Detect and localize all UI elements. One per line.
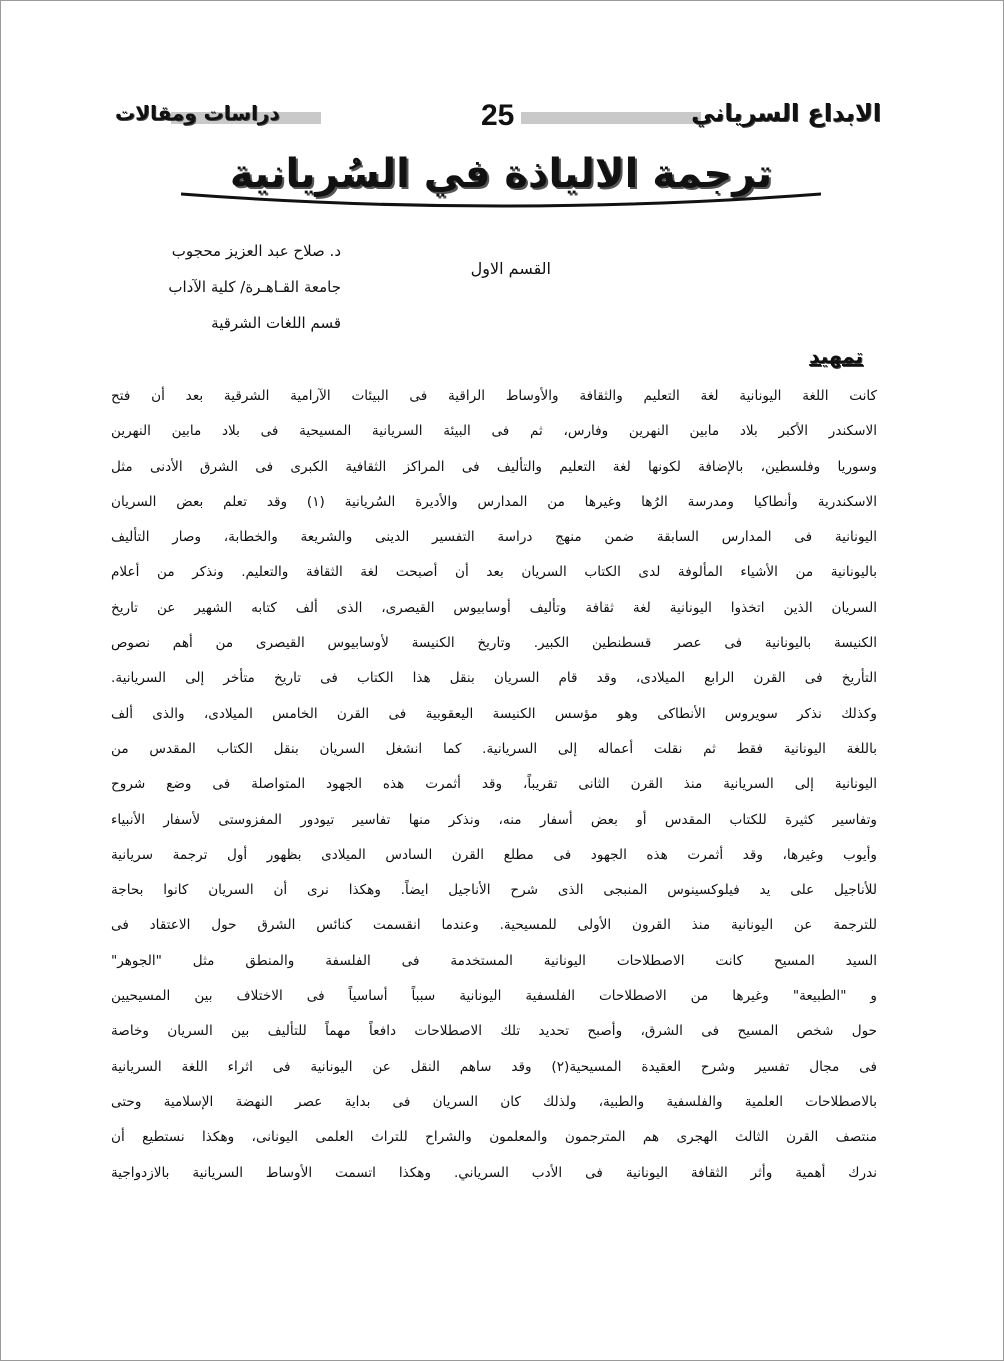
body-line: للأناجيل على يد فيلوكسينوس المنبجى الذى شرح الأناجيل ايضاً. وهكذا نرى أن السريان كانوا بحاجة [111, 882, 877, 899]
body-line: وكذلك نذكر سويروس الأنطاكى وهو مؤسس الكنيسة اليعقوبية فى القرن الخامس الميلادى، والذى ألف [111, 705, 877, 722]
body-line: بالاصطلاحات العلمية والفلسفية والطبية، ولذلك كان السريان فى بداية عصر النهضة الإسلامية وحتى [111, 1093, 877, 1110]
body-line: باللغة اليونانية فقط ثم نقلت أعماله إلى السريانية. كما انشغل السريان بنقل الكتاب المقدس من [111, 740, 877, 757]
part-label: القسم الاول [470, 259, 551, 278]
section-name: دراسات ومقالات [115, 101, 280, 125]
body-line: التأريخ فى القرن الرابع الميلادى، وقد قام السريان بنقل هذا الكتاب فى تاريخ متأخر إلى السريانية. [111, 670, 877, 687]
magazine-name: الابداع السرياني [691, 99, 881, 127]
page-header [111, 97, 881, 137]
body-line: الاسكندر الأكبر بلاد مابين النهرين وفارس، ثم فى البيئة السريانية المسيحية فى بلاد مابين النهرين [111, 423, 877, 440]
intro-heading: تمهيد [809, 344, 863, 368]
body-line: الكنيسة باليونانية فى عصر قسطنطين الكبير. وتاريخ الكنيسة لأوسابيوس القيصرى من أهم نصوص [111, 635, 877, 652]
body-line: اليونانية إلى السريانية منذ القرن الثانى تقريباً، وقد أثمرت هذه الجهود المتواصلة فى وضع شروح [111, 776, 877, 793]
author-affiliation: جامعة القـاهـرة/ كلية الآداب [168, 278, 341, 296]
article-title: ترجمة الالياذة في السُريانية [229, 151, 773, 197]
author-block [168, 233, 341, 341]
body-line: منتصف القرن الثالث الهجرى هم المترجمون والمعلمون والشراح للتراث العلمى اليونانى، وهكذا نستطيع أن [111, 1129, 877, 1146]
body-line: السيد المسيح كانت الاصطلاحات اليونانية المستخدمة فى الفلسفة والمنطق مثل "الجوهر" [111, 952, 877, 969]
article-body [111, 379, 877, 1191]
body-line: للترجمة عن اليونانية منذ القرون الأولى للمسيحية. وعندما انقسمت كنائس الشرق حول الاعتقاد فى [111, 917, 877, 934]
body-line: حول شخص المسيح فى الشرق، وأصبح تحديد تلك الاصطلاحات دافعاً مهماً للتأليف بين السريان وخاصة [111, 1023, 877, 1040]
body-line: فى مجال تفسير وشرح العقيدة المسيحية(٢) وقد ساهم النقل عن اليونانية فى اثراء اللغة السريانية [111, 1058, 877, 1075]
body-line: وتفاسير كثيرة للكتاب المقدس أو بعض أسفار منه، ونذكر منها تفاسير تيودور المفزوستى لأسفار الأنبياء [111, 811, 877, 828]
body-line: باليونانية من الأشياء المألوفة لدى الكتاب السريان بعد أن أصبحت لغة الثقافة والتعليم. ونذكر من أعلام [111, 564, 877, 581]
body-line: وأيوب وغيرها، وقد أثمرت هذه الجهود فى مطلع القرن السادس الميلادى بظهور أول ترجمة سريانية [111, 846, 877, 863]
author-department: قسم اللغات الشرقية [211, 314, 341, 332]
author-name: د. صلاح عبد العزيز محجوب [171, 242, 341, 260]
body-line: وسوريا وفلسطين، بالإضافة لكونها لغة التعليم والتأليف فى المراكز الثقافية الكبرى فى الشرق الأدنى مثل [111, 458, 877, 475]
header-rule-right [521, 112, 701, 124]
body-line: ندرك أهمية وأثر الثقافة اليونانية فى الأدب السرياني. وهكذا اتسمت الأوساط السريانية بالازدواجية [111, 1164, 877, 1181]
body-line: السريان الذين اتخذوا اليونانية لغة ثقافة وتأليف أوسابيوس القيصرى، الذى ألف كتابه الشهير عن تاريخ [111, 599, 877, 616]
body-line: الاسكندرية وأنطاكيا ومدرسة الرُها وغيرها من المدارس والأديرة السُريانية (١) وقد تعلم بعض السريان [111, 493, 877, 510]
body-line: كانت اللغة اليونانية لغة التعليم والثقافة والأوساط الراقية فى البيئات الآرامية الشرقية بعد أن فتح [111, 388, 877, 404]
page-number: 25 [481, 99, 515, 132]
body-line: و "الطبيعة" وغيرها من الاصطلاحات الفلسفية اليونانية سبباً أساسياً فى الاختلاف بين المسيحيين [111, 988, 877, 1005]
body-line: اليونانية فى المدارس السابقة ضمن منهج دراسة التفسير الدينى والشريعة والخطابة، وصار التأليف [111, 529, 877, 546]
title-underline-curve [181, 186, 821, 216]
